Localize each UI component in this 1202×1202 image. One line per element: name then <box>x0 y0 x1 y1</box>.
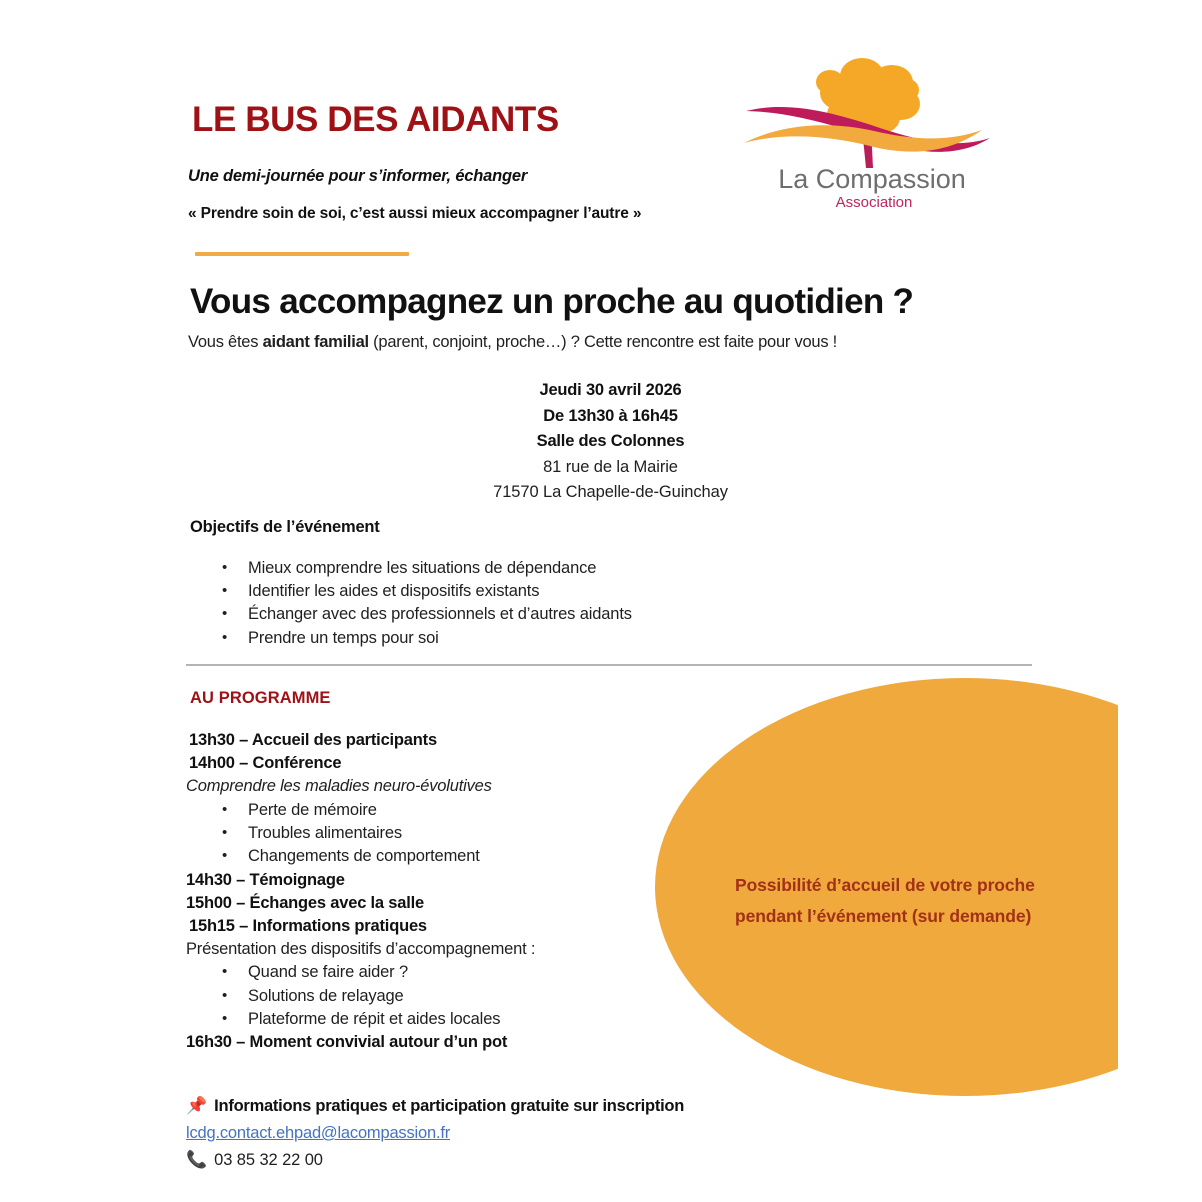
logo-name: La Compassion <box>778 164 966 194</box>
list-item: • Identifier les aides et dispositifs existants <box>222 580 632 603</box>
programme-item: 13h30 – Accueil des participants <box>189 731 437 749</box>
hero-lead-after: (parent, conjoint, proche…) ? Cette rencontre est faite pour vous ! <box>368 333 838 351</box>
event-details <box>188 378 1033 506</box>
page-subtitle: Une demi-journée pour s’informer, échanger <box>188 167 528 185</box>
page-quote: « Prendre soin de soi, c’est aussi mieux accompagner l’autre » <box>188 205 642 222</box>
programme-item: 14h00 – Conférence <box>189 754 342 773</box>
hero-subtitle <box>188 333 837 352</box>
programme-bullets-infos <box>186 961 656 1031</box>
contact-email-row[interactable] <box>186 1120 684 1147</box>
objectives-heading: Objectifs de l’événement <box>190 518 380 536</box>
la-compassion-logo <box>742 48 1002 213</box>
page-title: LE BUS DES AIDANTS <box>192 100 559 139</box>
contact-notice: Informations pratiques et participation gratuite sur inscription <box>214 1097 685 1115</box>
programme-heading: AU PROGRAMME <box>190 689 331 707</box>
hero-lead-before: Vous êtes <box>188 333 263 351</box>
pushpin-icon: 📌 <box>186 1096 208 1115</box>
logo-sub: Association <box>835 194 913 211</box>
programme-item: 16h30 – Moment convivial autour d’un pot <box>186 1033 508 1052</box>
list-item: • Perte de mémoire <box>222 799 656 822</box>
section-divider <box>186 664 1032 666</box>
list-item: • Solutions de relayage <box>222 985 656 1008</box>
logo-graphic <box>742 48 1002 213</box>
contact-phone-row <box>186 1147 684 1174</box>
list-item: • Échanger avec des professionnels et d’autres aidants <box>222 603 632 626</box>
event-street: 81 rue de la Mairie <box>543 457 678 476</box>
objectives-list <box>222 557 632 650</box>
programme-body <box>186 729 656 1054</box>
list-item: • Plateforme de répit et aides locales <box>222 1008 656 1031</box>
programme-item-note: Présentation des dispositifs d’accompagnement : <box>186 940 536 959</box>
callout-text <box>735 870 1095 931</box>
contact-notice-row <box>186 1093 684 1120</box>
list-item: • Quand se faire aider ? <box>222 961 656 984</box>
event-date: Jeudi 30 avril 2026 <box>539 381 682 399</box>
event-city: 71570 La Chapelle-de-Guinchay <box>493 483 728 501</box>
event-venue: Salle des Colonnes <box>536 432 685 450</box>
email-link[interactable]: lcdg.contact.ehpad@lacompassion.fr <box>186 1124 451 1142</box>
programme-bullets-conference <box>186 799 656 869</box>
list-item: • Mieux comprendre les situations de dépendance <box>222 557 632 580</box>
hero-title: Vous accompagnez un proche au quotidien ? <box>190 282 914 321</box>
programme-item: 14h30 – Témoignage <box>186 870 345 889</box>
list-item: • Prendre un temps pour soi <box>222 627 632 650</box>
contact-block <box>186 1093 684 1174</box>
callout-line-1: Possibilité d’accueil de votre proche <box>735 875 1035 895</box>
list-item: • Troubles alimentaires <box>222 822 656 845</box>
list-item: • Changements de comportement <box>222 845 656 868</box>
telephone-icon: 📞 <box>186 1150 208 1169</box>
phone-number: 03 85 32 22 00 <box>214 1151 323 1169</box>
callout-line-2: pendant l’événement (sur demande) <box>735 905 1032 926</box>
hero-lead-bold: aidant familial <box>262 333 369 351</box>
programme-item: 15h15 – Informations pratiques <box>189 916 427 935</box>
programme-item: 15h00 – Échanges avec la salle <box>186 893 424 912</box>
orange-divider <box>195 252 409 256</box>
programme-item-note: Comprendre les maladies neuro-évolutives <box>186 777 492 796</box>
event-time: De 13h30 à 16h45 <box>543 406 678 425</box>
